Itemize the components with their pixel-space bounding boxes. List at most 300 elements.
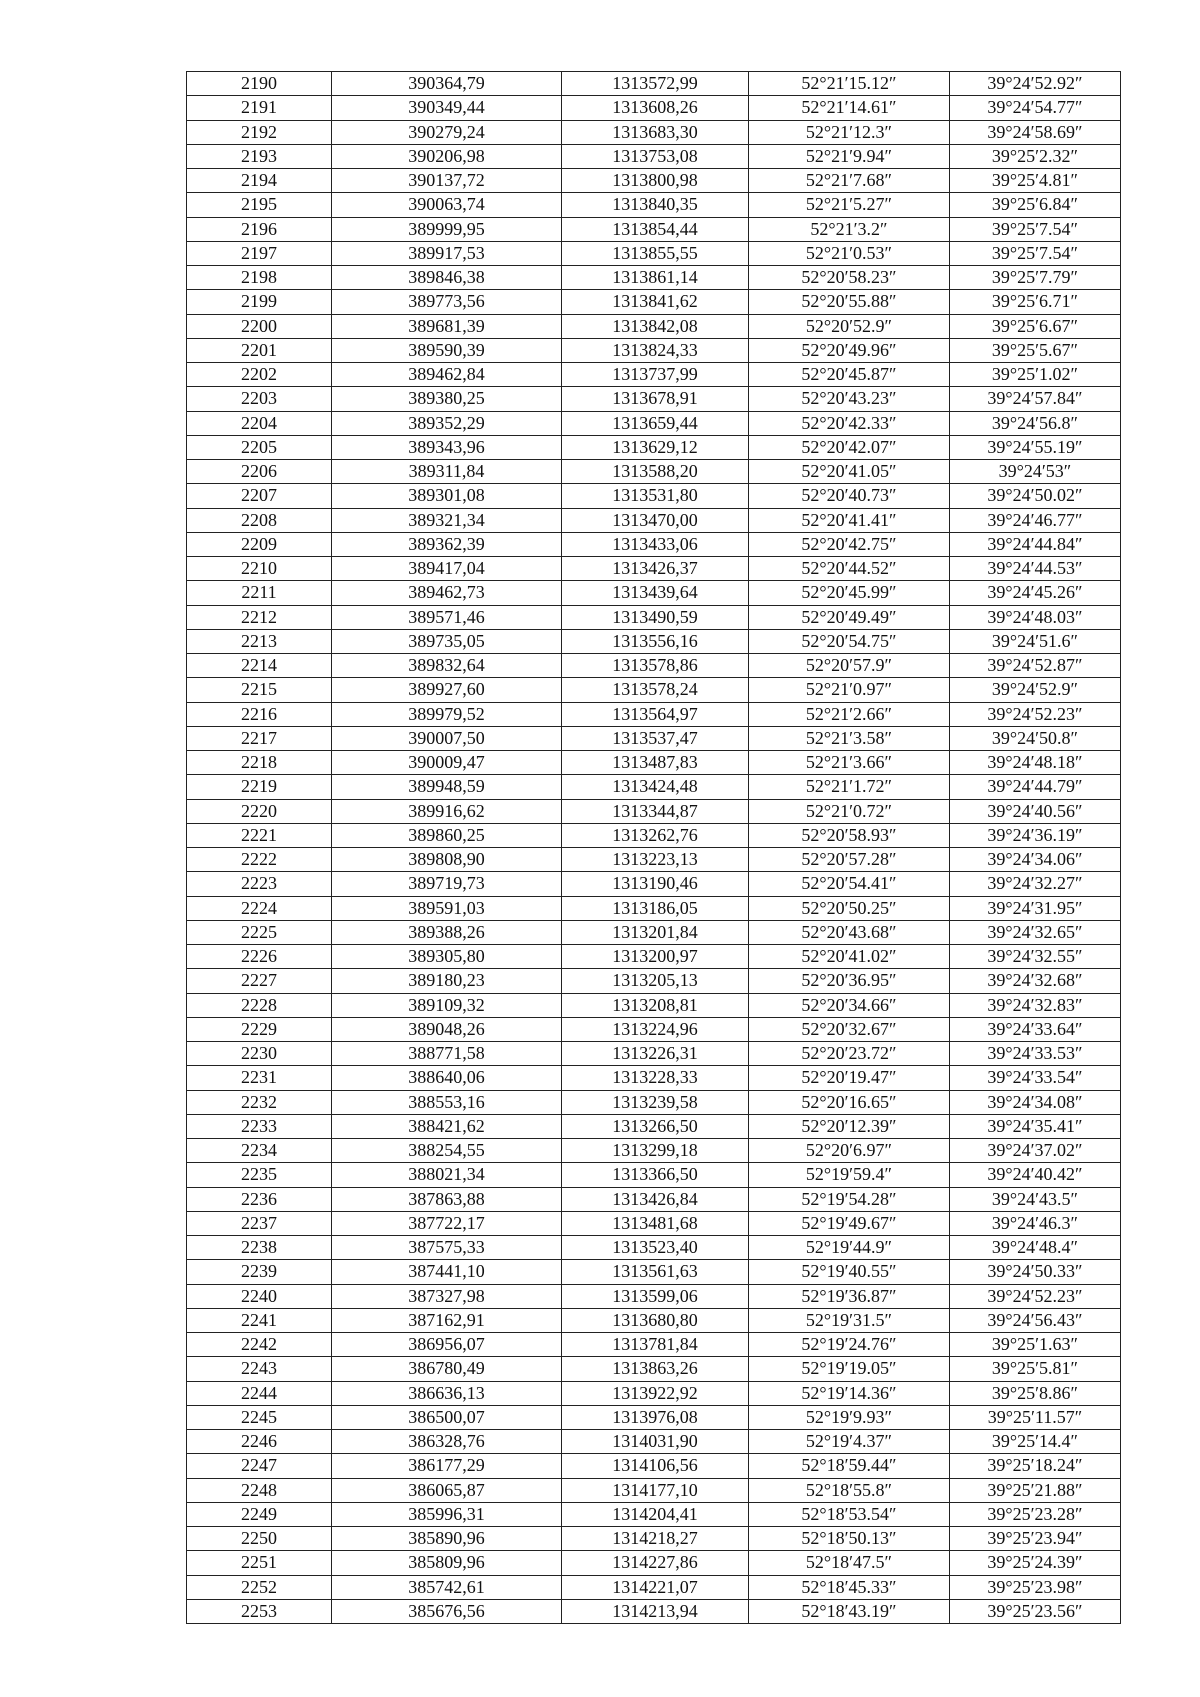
point-number-cell: 2213 bbox=[187, 629, 332, 653]
latitude-cell: 52°21′0.53″ bbox=[749, 241, 950, 265]
point-number-cell: 2252 bbox=[187, 1575, 332, 1599]
y-coordinate-cell: 1313753,08 bbox=[562, 144, 749, 168]
x-coordinate-cell: 387441,10 bbox=[332, 1260, 562, 1284]
longitude-cell: 39°24′33.64″ bbox=[950, 1017, 1121, 1041]
longitude-cell: 39°24′35.41″ bbox=[950, 1114, 1121, 1138]
y-coordinate-cell: 1313266,50 bbox=[562, 1114, 749, 1138]
point-number-cell: 2209 bbox=[187, 532, 332, 556]
table-row bbox=[187, 654, 1121, 678]
latitude-cell: 52°19′4.37″ bbox=[749, 1430, 950, 1454]
x-coordinate-cell: 389380,25 bbox=[332, 387, 562, 411]
longitude-cell: 39°24′36.19″ bbox=[950, 823, 1121, 847]
y-coordinate-cell: 1314218,27 bbox=[562, 1527, 749, 1551]
latitude-cell: 52°20′42.75″ bbox=[749, 532, 950, 556]
latitude-cell: 52°20′55.88″ bbox=[749, 290, 950, 314]
y-coordinate-cell: 1313683,30 bbox=[562, 120, 749, 144]
table-row bbox=[187, 1114, 1121, 1138]
point-number-cell: 2211 bbox=[187, 581, 332, 605]
x-coordinate-cell: 387722,17 bbox=[332, 1211, 562, 1235]
point-number-cell: 2191 bbox=[187, 96, 332, 120]
latitude-cell: 52°20′23.72″ bbox=[749, 1042, 950, 1066]
longitude-cell: 39°25′6.71″ bbox=[950, 290, 1121, 314]
longitude-cell: 39°24′52.23″ bbox=[950, 1284, 1121, 1308]
x-coordinate-cell: 389462,84 bbox=[332, 363, 562, 387]
x-coordinate-cell: 388771,58 bbox=[332, 1042, 562, 1066]
y-coordinate-cell: 1313262,76 bbox=[562, 823, 749, 847]
table-row bbox=[187, 1502, 1121, 1526]
latitude-cell: 52°20′12.39″ bbox=[749, 1114, 950, 1138]
y-coordinate-cell: 1313224,96 bbox=[562, 1017, 749, 1041]
x-coordinate-cell: 389301,08 bbox=[332, 484, 562, 508]
longitude-cell: 39°24′40.56″ bbox=[950, 799, 1121, 823]
table-row bbox=[187, 435, 1121, 459]
x-coordinate-cell: 389917,53 bbox=[332, 241, 562, 265]
table-row bbox=[187, 557, 1121, 581]
y-coordinate-cell: 1313855,55 bbox=[562, 241, 749, 265]
x-coordinate-cell: 389305,80 bbox=[332, 945, 562, 969]
table-row bbox=[187, 1575, 1121, 1599]
table-row bbox=[187, 605, 1121, 629]
y-coordinate-cell: 1313599,06 bbox=[562, 1284, 749, 1308]
y-coordinate-cell: 1313564,97 bbox=[562, 702, 749, 726]
latitude-cell: 52°21′3.2″ bbox=[749, 217, 950, 241]
x-coordinate-cell: 389352,29 bbox=[332, 411, 562, 435]
longitude-cell: 39°24′40.42″ bbox=[950, 1163, 1121, 1187]
x-coordinate-cell: 386328,76 bbox=[332, 1430, 562, 1454]
table-row bbox=[187, 993, 1121, 1017]
longitude-cell: 39°25′5.67″ bbox=[950, 338, 1121, 362]
y-coordinate-cell: 1313578,86 bbox=[562, 654, 749, 678]
latitude-cell: 52°20′45.99″ bbox=[749, 581, 950, 605]
table-row bbox=[187, 387, 1121, 411]
point-number-cell: 2215 bbox=[187, 678, 332, 702]
point-number-cell: 2231 bbox=[187, 1066, 332, 1090]
latitude-cell: 52°20′49.49″ bbox=[749, 605, 950, 629]
point-number-cell: 2198 bbox=[187, 266, 332, 290]
y-coordinate-cell: 1313205,13 bbox=[562, 969, 749, 993]
latitude-cell: 52°20′43.23″ bbox=[749, 387, 950, 411]
point-number-cell: 2206 bbox=[187, 460, 332, 484]
longitude-cell: 39°25′7.54″ bbox=[950, 241, 1121, 265]
longitude-cell: 39°24′45.26″ bbox=[950, 581, 1121, 605]
y-coordinate-cell: 1313842,08 bbox=[562, 314, 749, 338]
point-number-cell: 2207 bbox=[187, 484, 332, 508]
x-coordinate-cell: 386177,29 bbox=[332, 1454, 562, 1478]
y-coordinate-cell: 1313426,84 bbox=[562, 1187, 749, 1211]
latitude-cell: 52°21′3.58″ bbox=[749, 726, 950, 750]
longitude-cell: 39°25′7.79″ bbox=[950, 266, 1121, 290]
longitude-cell: 39°25′6.84″ bbox=[950, 193, 1121, 217]
longitude-cell: 39°24′44.79″ bbox=[950, 775, 1121, 799]
longitude-cell: 39°24′32.83″ bbox=[950, 993, 1121, 1017]
x-coordinate-cell: 389343,96 bbox=[332, 435, 562, 459]
table-row bbox=[187, 1527, 1121, 1551]
point-number-cell: 2216 bbox=[187, 702, 332, 726]
latitude-cell: 52°18′59.44″ bbox=[749, 1454, 950, 1478]
y-coordinate-cell: 1313588,20 bbox=[562, 460, 749, 484]
table-row bbox=[187, 266, 1121, 290]
y-coordinate-cell: 1314221,07 bbox=[562, 1575, 749, 1599]
x-coordinate-cell: 390206,98 bbox=[332, 144, 562, 168]
table-row bbox=[187, 241, 1121, 265]
longitude-cell: 39°24′31.95″ bbox=[950, 896, 1121, 920]
latitude-cell: 52°20′58.23″ bbox=[749, 266, 950, 290]
latitude-cell: 52°20′57.9″ bbox=[749, 654, 950, 678]
latitude-cell: 52°20′36.95″ bbox=[749, 969, 950, 993]
longitude-cell: 39°25′1.02″ bbox=[950, 363, 1121, 387]
x-coordinate-cell: 389927,60 bbox=[332, 678, 562, 702]
y-coordinate-cell: 1313678,91 bbox=[562, 387, 749, 411]
point-number-cell: 2241 bbox=[187, 1308, 332, 1332]
latitude-cell: 52°21′0.97″ bbox=[749, 678, 950, 702]
table-row bbox=[187, 1236, 1121, 1260]
longitude-cell: 39°24′43.5″ bbox=[950, 1187, 1121, 1211]
y-coordinate-cell: 1314227,86 bbox=[562, 1551, 749, 1575]
point-number-cell: 2195 bbox=[187, 193, 332, 217]
latitude-cell: 52°19′24.76″ bbox=[749, 1333, 950, 1357]
point-number-cell: 2203 bbox=[187, 387, 332, 411]
x-coordinate-cell: 389311,84 bbox=[332, 460, 562, 484]
longitude-cell: 39°24′44.53″ bbox=[950, 557, 1121, 581]
x-coordinate-cell: 389362,39 bbox=[332, 532, 562, 556]
x-coordinate-cell: 388021,34 bbox=[332, 1163, 562, 1187]
x-coordinate-cell: 389979,52 bbox=[332, 702, 562, 726]
longitude-cell: 39°24′32.55″ bbox=[950, 945, 1121, 969]
point-number-cell: 2221 bbox=[187, 823, 332, 847]
point-number-cell: 2232 bbox=[187, 1090, 332, 1114]
longitude-cell: 39°24′44.84″ bbox=[950, 532, 1121, 556]
longitude-cell: 39°25′1.63″ bbox=[950, 1333, 1121, 1357]
x-coordinate-cell: 388254,55 bbox=[332, 1139, 562, 1163]
table-row bbox=[187, 896, 1121, 920]
point-number-cell: 2194 bbox=[187, 169, 332, 193]
table-row bbox=[187, 581, 1121, 605]
point-number-cell: 2218 bbox=[187, 751, 332, 775]
y-coordinate-cell: 1313659,44 bbox=[562, 411, 749, 435]
y-coordinate-cell: 1313556,16 bbox=[562, 629, 749, 653]
point-number-cell: 2240 bbox=[187, 1284, 332, 1308]
table-row bbox=[187, 1139, 1121, 1163]
x-coordinate-cell: 387863,88 bbox=[332, 1187, 562, 1211]
x-coordinate-cell: 389590,39 bbox=[332, 338, 562, 362]
longitude-cell: 39°24′54.77″ bbox=[950, 96, 1121, 120]
point-number-cell: 2205 bbox=[187, 435, 332, 459]
table-row bbox=[187, 96, 1121, 120]
longitude-cell: 39°24′50.8″ bbox=[950, 726, 1121, 750]
x-coordinate-cell: 385996,31 bbox=[332, 1502, 562, 1526]
table-row bbox=[187, 508, 1121, 532]
table-row bbox=[187, 1066, 1121, 1090]
table-row bbox=[187, 460, 1121, 484]
coordinates-table-body bbox=[187, 72, 1121, 1624]
y-coordinate-cell: 1313976,08 bbox=[562, 1405, 749, 1429]
longitude-cell: 39°24′34.06″ bbox=[950, 848, 1121, 872]
table-row bbox=[187, 484, 1121, 508]
x-coordinate-cell: 386065,87 bbox=[332, 1478, 562, 1502]
table-row bbox=[187, 411, 1121, 435]
x-coordinate-cell: 389321,34 bbox=[332, 508, 562, 532]
latitude-cell: 52°20′58.93″ bbox=[749, 823, 950, 847]
table-row bbox=[187, 848, 1121, 872]
longitude-cell: 39°25′6.67″ bbox=[950, 314, 1121, 338]
y-coordinate-cell: 1313487,83 bbox=[562, 751, 749, 775]
point-number-cell: 2196 bbox=[187, 217, 332, 241]
point-number-cell: 2239 bbox=[187, 1260, 332, 1284]
longitude-cell: 39°24′56.43″ bbox=[950, 1308, 1121, 1332]
point-number-cell: 2228 bbox=[187, 993, 332, 1017]
longitude-cell: 39°24′32.68″ bbox=[950, 969, 1121, 993]
point-number-cell: 2244 bbox=[187, 1381, 332, 1405]
table-row bbox=[187, 169, 1121, 193]
y-coordinate-cell: 1313737,99 bbox=[562, 363, 749, 387]
x-coordinate-cell: 389681,39 bbox=[332, 314, 562, 338]
y-coordinate-cell: 1313433,06 bbox=[562, 532, 749, 556]
longitude-cell: 39°24′33.53″ bbox=[950, 1042, 1121, 1066]
x-coordinate-cell: 389948,59 bbox=[332, 775, 562, 799]
table-row bbox=[187, 532, 1121, 556]
longitude-cell: 39°24′52.87″ bbox=[950, 654, 1121, 678]
x-coordinate-cell: 387575,33 bbox=[332, 1236, 562, 1260]
table-row bbox=[187, 1454, 1121, 1478]
y-coordinate-cell: 1313531,80 bbox=[562, 484, 749, 508]
latitude-cell: 52°20′16.65″ bbox=[749, 1090, 950, 1114]
point-number-cell: 2243 bbox=[187, 1357, 332, 1381]
point-number-cell: 2229 bbox=[187, 1017, 332, 1041]
y-coordinate-cell: 1314106,56 bbox=[562, 1454, 749, 1478]
longitude-cell: 39°24′53″ bbox=[950, 460, 1121, 484]
point-number-cell: 2217 bbox=[187, 726, 332, 750]
point-number-cell: 2245 bbox=[187, 1405, 332, 1429]
coordinates-table bbox=[186, 71, 1121, 1624]
latitude-cell: 52°18′45.33″ bbox=[749, 1575, 950, 1599]
latitude-cell: 52°20′41.05″ bbox=[749, 460, 950, 484]
y-coordinate-cell: 1313922,92 bbox=[562, 1381, 749, 1405]
x-coordinate-cell: 390364,79 bbox=[332, 72, 562, 96]
y-coordinate-cell: 1314204,41 bbox=[562, 1502, 749, 1526]
point-number-cell: 2246 bbox=[187, 1430, 332, 1454]
x-coordinate-cell: 389773,56 bbox=[332, 290, 562, 314]
latitude-cell: 52°20′32.67″ bbox=[749, 1017, 950, 1041]
table-row bbox=[187, 823, 1121, 847]
latitude-cell: 52°21′0.72″ bbox=[749, 799, 950, 823]
x-coordinate-cell: 389388,26 bbox=[332, 920, 562, 944]
x-coordinate-cell: 390007,50 bbox=[332, 726, 562, 750]
y-coordinate-cell: 1314031,90 bbox=[562, 1430, 749, 1454]
x-coordinate-cell: 389999,95 bbox=[332, 217, 562, 241]
table-row bbox=[187, 969, 1121, 993]
point-number-cell: 2202 bbox=[187, 363, 332, 387]
x-coordinate-cell: 389571,46 bbox=[332, 605, 562, 629]
point-number-cell: 2249 bbox=[187, 1502, 332, 1526]
y-coordinate-cell: 1313226,31 bbox=[562, 1042, 749, 1066]
latitude-cell: 52°21′3.66″ bbox=[749, 751, 950, 775]
table-row bbox=[187, 1090, 1121, 1114]
latitude-cell: 52°19′36.87″ bbox=[749, 1284, 950, 1308]
y-coordinate-cell: 1313186,05 bbox=[562, 896, 749, 920]
point-number-cell: 2234 bbox=[187, 1139, 332, 1163]
longitude-cell: 39°25′8.86″ bbox=[950, 1381, 1121, 1405]
point-number-cell: 2214 bbox=[187, 654, 332, 678]
table-row bbox=[187, 1211, 1121, 1235]
latitude-cell: 52°21′7.68″ bbox=[749, 169, 950, 193]
table-row bbox=[187, 338, 1121, 362]
x-coordinate-cell: 389591,03 bbox=[332, 896, 562, 920]
point-number-cell: 2197 bbox=[187, 241, 332, 265]
longitude-cell: 39°25′7.54″ bbox=[950, 217, 1121, 241]
x-coordinate-cell: 389417,04 bbox=[332, 557, 562, 581]
y-coordinate-cell: 1313490,59 bbox=[562, 605, 749, 629]
y-coordinate-cell: 1313854,44 bbox=[562, 217, 749, 241]
point-number-cell: 2201 bbox=[187, 338, 332, 362]
x-coordinate-cell: 387162,91 bbox=[332, 1308, 562, 1332]
table-row bbox=[187, 1551, 1121, 1575]
y-coordinate-cell: 1313863,26 bbox=[562, 1357, 749, 1381]
latitude-cell: 52°18′43.19″ bbox=[749, 1599, 950, 1623]
x-coordinate-cell: 385890,96 bbox=[332, 1527, 562, 1551]
latitude-cell: 52°19′44.9″ bbox=[749, 1236, 950, 1260]
longitude-cell: 39°25′2.32″ bbox=[950, 144, 1121, 168]
y-coordinate-cell: 1313200,97 bbox=[562, 945, 749, 969]
x-coordinate-cell: 389462,73 bbox=[332, 581, 562, 605]
table-row bbox=[187, 1163, 1121, 1187]
longitude-cell: 39°25′14.4″ bbox=[950, 1430, 1121, 1454]
x-coordinate-cell: 386780,49 bbox=[332, 1357, 562, 1381]
x-coordinate-cell: 385676,56 bbox=[332, 1599, 562, 1623]
latitude-cell: 52°18′55.8″ bbox=[749, 1478, 950, 1502]
y-coordinate-cell: 1313344,87 bbox=[562, 799, 749, 823]
point-number-cell: 2220 bbox=[187, 799, 332, 823]
longitude-cell: 39°24′50.33″ bbox=[950, 1260, 1121, 1284]
point-number-cell: 2208 bbox=[187, 508, 332, 532]
latitude-cell: 52°18′47.5″ bbox=[749, 1551, 950, 1575]
latitude-cell: 52°20′34.66″ bbox=[749, 993, 950, 1017]
longitude-cell: 39°24′50.02″ bbox=[950, 484, 1121, 508]
point-number-cell: 2193 bbox=[187, 144, 332, 168]
latitude-cell: 52°18′50.13″ bbox=[749, 1527, 950, 1551]
latitude-cell: 52°19′14.36″ bbox=[749, 1381, 950, 1405]
latitude-cell: 52°19′19.05″ bbox=[749, 1357, 950, 1381]
latitude-cell: 52°20′54.75″ bbox=[749, 629, 950, 653]
point-number-cell: 2190 bbox=[187, 72, 332, 96]
table-row bbox=[187, 193, 1121, 217]
point-number-cell: 2237 bbox=[187, 1211, 332, 1235]
latitude-cell: 52°20′44.52″ bbox=[749, 557, 950, 581]
y-coordinate-cell: 1313439,64 bbox=[562, 581, 749, 605]
longitude-cell: 39°25′4.81″ bbox=[950, 169, 1121, 193]
longitude-cell: 39°25′18.24″ bbox=[950, 1454, 1121, 1478]
point-number-cell: 2233 bbox=[187, 1114, 332, 1138]
x-coordinate-cell: 386500,07 bbox=[332, 1405, 562, 1429]
table-row bbox=[187, 1187, 1121, 1211]
table-row bbox=[187, 945, 1121, 969]
point-number-cell: 2247 bbox=[187, 1454, 332, 1478]
y-coordinate-cell: 1314177,10 bbox=[562, 1478, 749, 1502]
y-coordinate-cell: 1313366,50 bbox=[562, 1163, 749, 1187]
x-coordinate-cell: 385742,61 bbox=[332, 1575, 562, 1599]
table-row bbox=[187, 799, 1121, 823]
y-coordinate-cell: 1313781,84 bbox=[562, 1333, 749, 1357]
table-row bbox=[187, 1381, 1121, 1405]
point-number-cell: 2199 bbox=[187, 290, 332, 314]
latitude-cell: 52°20′49.96″ bbox=[749, 338, 950, 362]
x-coordinate-cell: 389048,26 bbox=[332, 1017, 562, 1041]
x-coordinate-cell: 388640,06 bbox=[332, 1066, 562, 1090]
y-coordinate-cell: 1313299,18 bbox=[562, 1139, 749, 1163]
point-number-cell: 2226 bbox=[187, 945, 332, 969]
longitude-cell: 39°24′46.77″ bbox=[950, 508, 1121, 532]
y-coordinate-cell: 1313190,46 bbox=[562, 872, 749, 896]
table-row bbox=[187, 72, 1121, 96]
longitude-cell: 39°25′11.57″ bbox=[950, 1405, 1121, 1429]
point-number-cell: 2236 bbox=[187, 1187, 332, 1211]
x-coordinate-cell: 389860,25 bbox=[332, 823, 562, 847]
table-row bbox=[187, 920, 1121, 944]
y-coordinate-cell: 1313223,13 bbox=[562, 848, 749, 872]
table-row bbox=[187, 775, 1121, 799]
latitude-cell: 52°20′52.9″ bbox=[749, 314, 950, 338]
longitude-cell: 39°25′23.56″ bbox=[950, 1599, 1121, 1623]
table-row bbox=[187, 363, 1121, 387]
x-coordinate-cell: 386636,13 bbox=[332, 1381, 562, 1405]
table-row bbox=[187, 629, 1121, 653]
x-coordinate-cell: 389180,23 bbox=[332, 969, 562, 993]
table-row bbox=[187, 144, 1121, 168]
longitude-cell: 39°24′56.8″ bbox=[950, 411, 1121, 435]
table-row bbox=[187, 751, 1121, 775]
y-coordinate-cell: 1313608,26 bbox=[562, 96, 749, 120]
longitude-cell: 39°24′48.4″ bbox=[950, 1236, 1121, 1260]
latitude-cell: 52°21′5.27″ bbox=[749, 193, 950, 217]
point-number-cell: 2225 bbox=[187, 920, 332, 944]
table-row bbox=[187, 290, 1121, 314]
longitude-cell: 39°25′23.28″ bbox=[950, 1502, 1121, 1526]
table-row bbox=[187, 314, 1121, 338]
latitude-cell: 52°19′59.4″ bbox=[749, 1163, 950, 1187]
longitude-cell: 39°24′48.03″ bbox=[950, 605, 1121, 629]
point-number-cell: 2248 bbox=[187, 1478, 332, 1502]
longitude-cell: 39°24′57.84″ bbox=[950, 387, 1121, 411]
y-coordinate-cell: 1313537,47 bbox=[562, 726, 749, 750]
x-coordinate-cell: 390009,47 bbox=[332, 751, 562, 775]
table-row bbox=[187, 1042, 1121, 1066]
longitude-cell: 39°24′58.69″ bbox=[950, 120, 1121, 144]
x-coordinate-cell: 388553,16 bbox=[332, 1090, 562, 1114]
latitude-cell: 52°19′9.93″ bbox=[749, 1405, 950, 1429]
point-number-cell: 2230 bbox=[187, 1042, 332, 1066]
table-row bbox=[187, 1478, 1121, 1502]
latitude-cell: 52°21′15.12″ bbox=[749, 72, 950, 96]
latitude-cell: 52°21′14.61″ bbox=[749, 96, 950, 120]
y-coordinate-cell: 1313424,48 bbox=[562, 775, 749, 799]
longitude-cell: 39°24′55.19″ bbox=[950, 435, 1121, 459]
longitude-cell: 39°24′37.02″ bbox=[950, 1139, 1121, 1163]
x-coordinate-cell: 389832,64 bbox=[332, 654, 562, 678]
y-coordinate-cell: 1313861,14 bbox=[562, 266, 749, 290]
longitude-cell: 39°25′5.81″ bbox=[950, 1357, 1121, 1381]
longitude-cell: 39°24′52.9″ bbox=[950, 678, 1121, 702]
latitude-cell: 52°20′54.41″ bbox=[749, 872, 950, 896]
point-number-cell: 2223 bbox=[187, 872, 332, 896]
longitude-cell: 39°25′24.39″ bbox=[950, 1551, 1121, 1575]
longitude-cell: 39°24′48.18″ bbox=[950, 751, 1121, 775]
point-number-cell: 2253 bbox=[187, 1599, 332, 1623]
x-coordinate-cell: 389719,73 bbox=[332, 872, 562, 896]
latitude-cell: 52°19′54.28″ bbox=[749, 1187, 950, 1211]
y-coordinate-cell: 1313629,12 bbox=[562, 435, 749, 459]
x-coordinate-cell: 388421,62 bbox=[332, 1114, 562, 1138]
latitude-cell: 52°20′19.47″ bbox=[749, 1066, 950, 1090]
table-row bbox=[187, 1357, 1121, 1381]
